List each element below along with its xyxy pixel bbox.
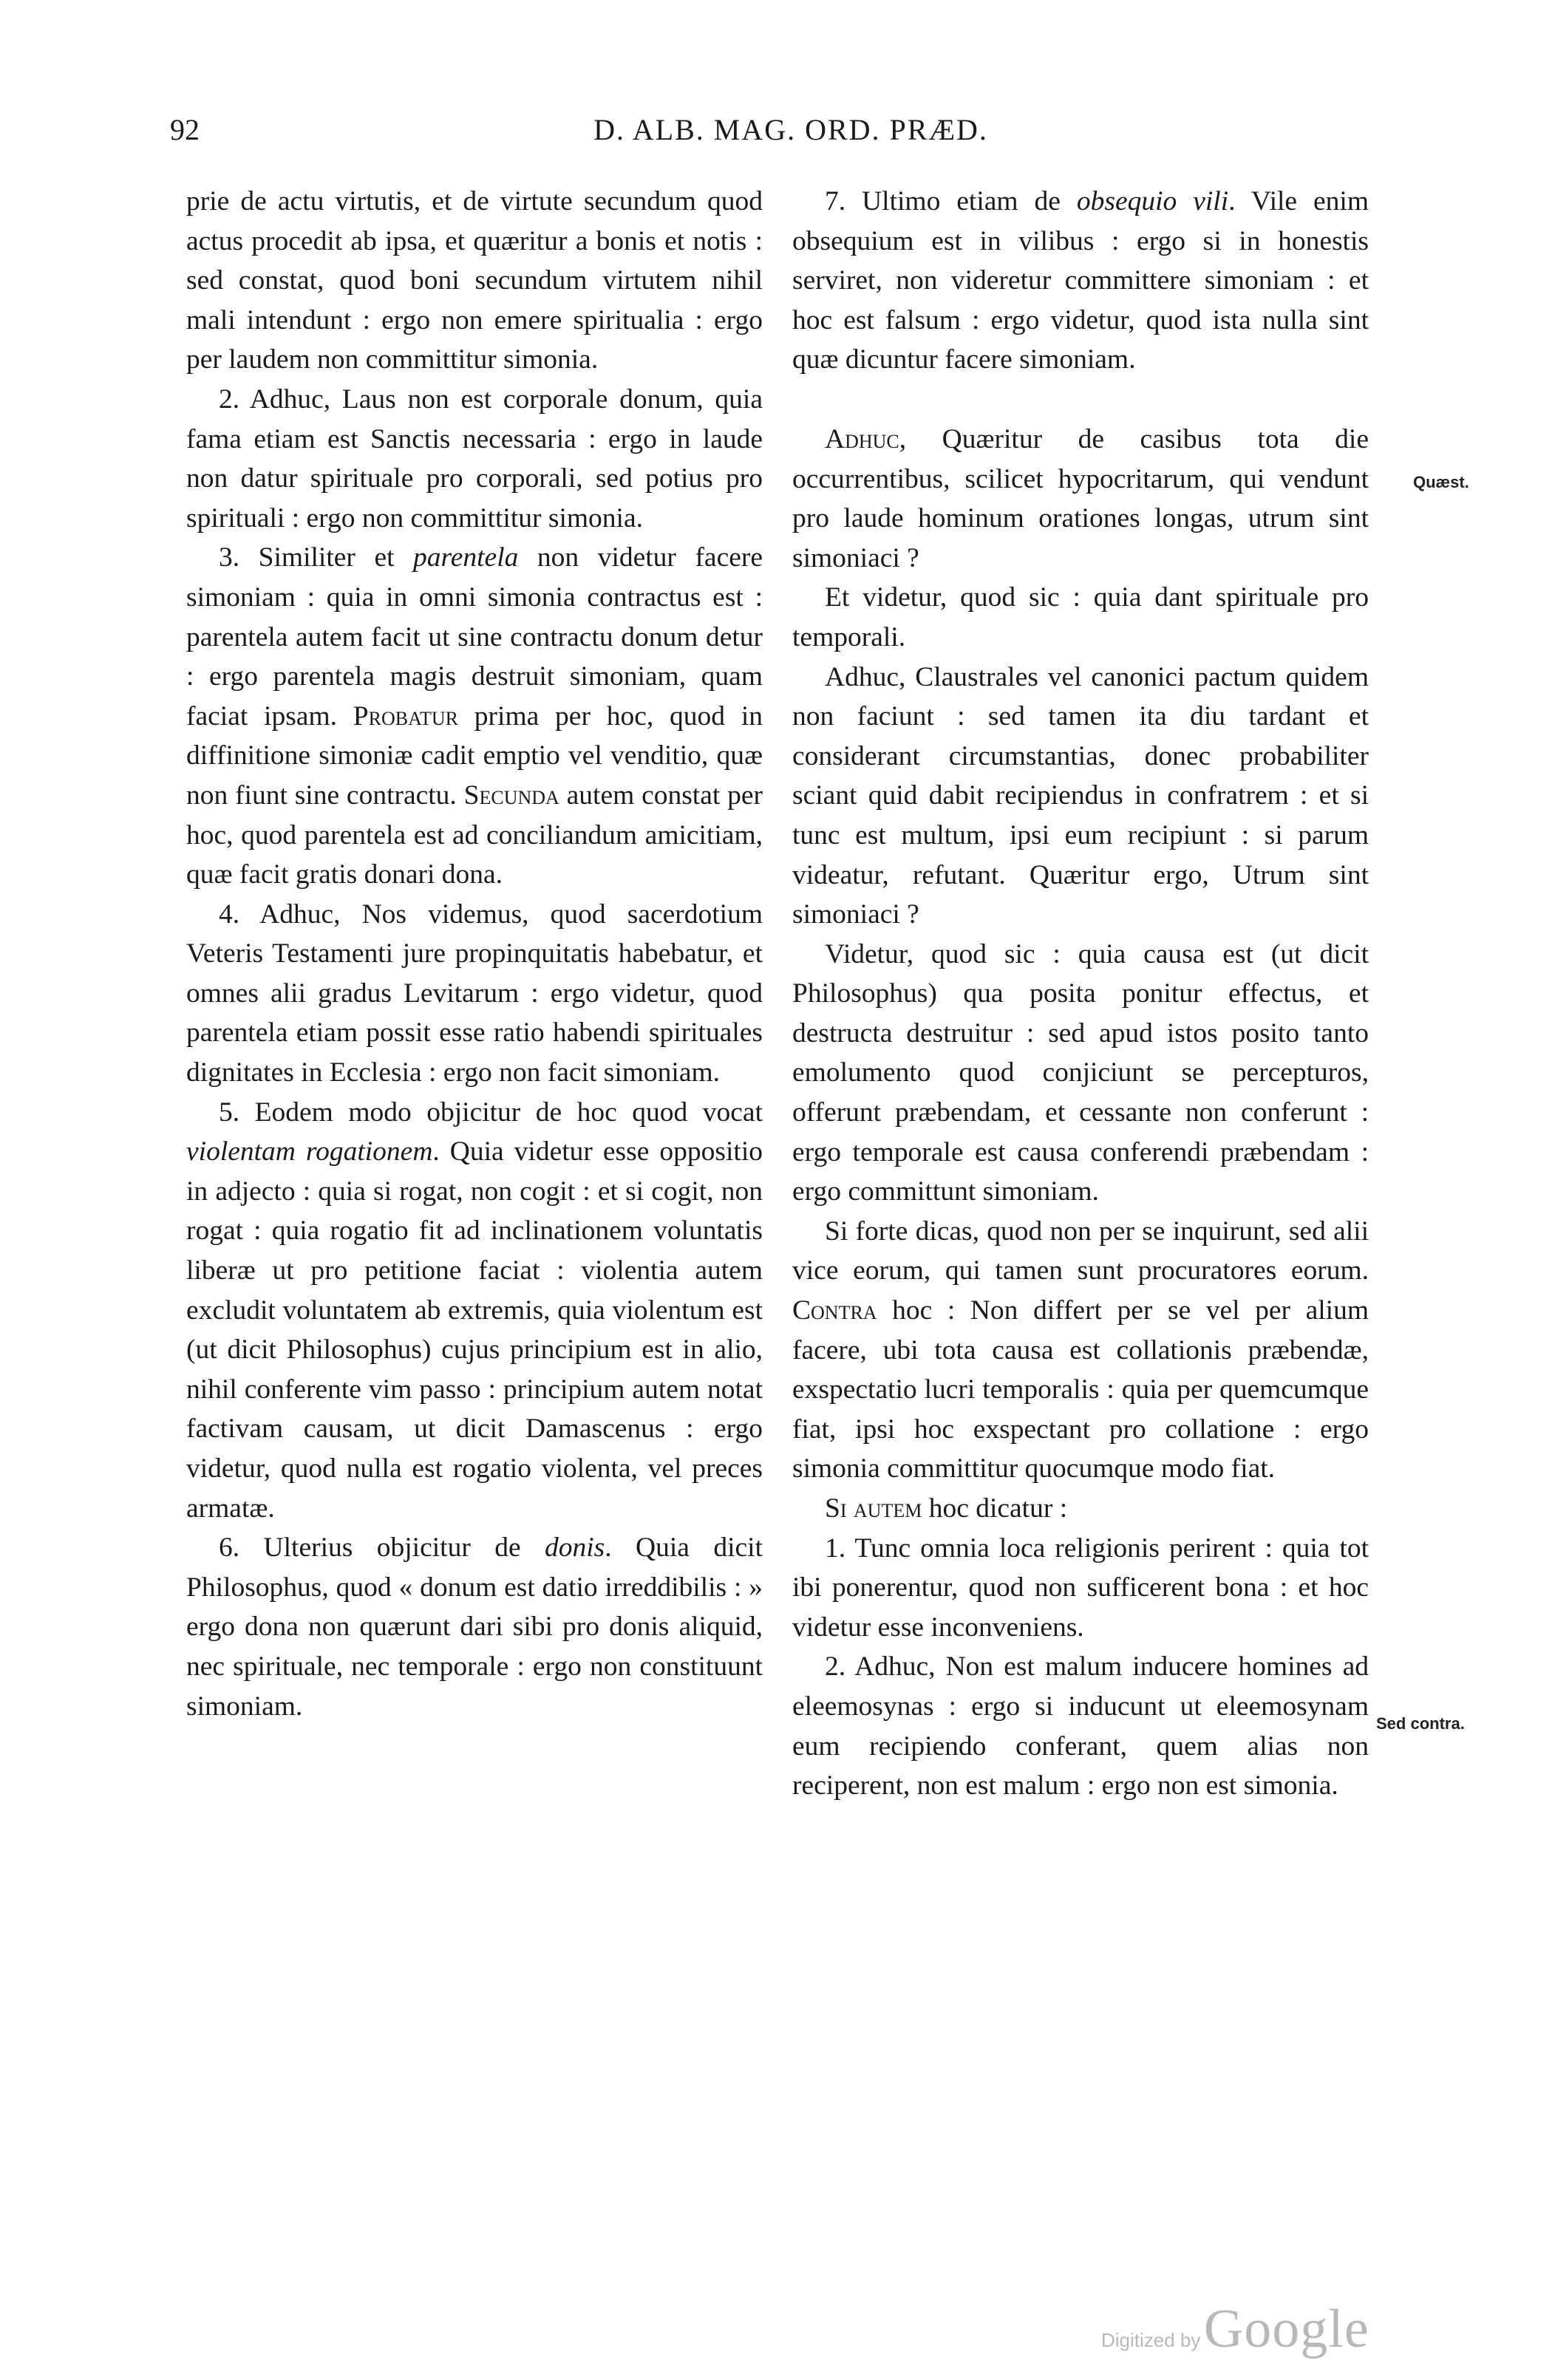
running-title: D. ALB. MAG. ORD. PRÆD. [593, 113, 988, 146]
paragraph-6: 6. Ulterius objicitur de donis. Quia dicit Philosophus, quod « donum est datio irreddibilis : » ergo dona non quærunt dari sibi pro donis aliquid, nec spirituale, nec temporale : ergo non constituunt simoniam. [186, 1532, 763, 1722]
question-paragraph: Adhuc, Quæritur de casibus tota die occurrentibus, scilicet hypocritarum, qui vendunt pro laude hominum orationes longas, utrum sint simoniaci ? [792, 423, 1369, 573]
paragraph-contra-1: 1. Tunc omnia loca religionis perirent : quia tot ibi ponerentur, quod non sufficerent bona : et hoc videtur esse inconveniens. [792, 1532, 1369, 1643]
paragraph-claustrales: Adhuc, Claustrales vel canonici pactum quidem non faciunt : sed tamen ita diu tardant et considerant circumstantias, donec probabiliter sciant quid dabit recipiendus in confratrem : et si tunc est multum, ipsi eum recipiunt : si parum videatur, refutant. Quæritur ergo, Utrum sint simoniaci ? [792, 661, 1369, 930]
right-column [792, 182, 1369, 1806]
paragraph-si-forte: Si forte dicas, quod non per se inquirunt, sed alii vice eorum, qui tamen sunt procuratores eorum. Contra hoc : Non differt per se vel per alium facere, ubi tota causa est collationis præbendæ, exspectatio lucri temporalis : quia per quemcumque fiat, ipsi hoc exspectant pro collatione : ergo simonia committitur quocumque modo fiat. [792, 1215, 1369, 1484]
paragraph-7: 7. Ultimo etiam de obsequio vili. Vile enim obsequium est in vilibus : ergo si in honestis serviret, non videretur committere simoniam : et hoc est falsum : ergo videtur, quod ista nulla sint quæ dicuntur facere simoniam. [792, 186, 1369, 375]
margin-note-sed-contra: Sed contra. [1376, 1714, 1465, 1733]
paragraph-videtur-1: Et videtur, quod sic : quia dant spirituale pro temporali. [792, 582, 1369, 652]
paragraph-2: 2. Adhuc, Laus non est corporale donum, quia fama etiam est Sanctis necessaria : ergo in laude non datur spirituale pro corporali, sed potius pro spirituali : ergo non committitur simonia. [186, 383, 763, 533]
digitized-watermark [1101, 2298, 1369, 2361]
page-number: 92 [170, 113, 200, 146]
page-header [170, 112, 1412, 157]
margin-note-quaest: Quæst. [1413, 473, 1469, 491]
paragraph-contra-2: 2. Adhuc, Non est malum inducere homines ad eleemosynas : ergo si inducunt ut eleemosynam eum recipiendo conferant, quem alias non reciperent, non est malum : ergo non est simonia. [792, 1651, 1369, 1801]
paragraph-videtur-2: Videtur, quod sic : quia causa est (ut dicit Philosophus) qua posita ponitur effectus, et destructa destruitur : sed apud istos posito tanto emolumento quod conjiciunt se percepturos, offerunt præbendam, et cessante non conferunt : ergo temporale est causa conferendi præbendam : ergo committunt simoniam. [792, 938, 1369, 1207]
paragraph-continuation: prie de actu virtutis, et de virtute secundum quod actus procedit ab ipsa, et quæritur a bonis et notis : sed constat, quod boni secundum virtutem nihil mali intendunt : ergo non emere spiritualia : ergo per laudem non committitur simonia. [186, 186, 763, 375]
left-column [186, 182, 763, 1726]
google-logo: Google [1203, 2299, 1369, 2359]
paragraph-3: 3. Similiter et parentela non videtur facere simoniam : quia in omni simonia contractus est : parentela autem facit ut sine contractu donum detur : ergo parentela magis destruit simoniam, quam faciat ipsam. Probatur prima per hoc, quod in diffinitione simoniæ cadit emptio vel venditio, quæ non fiunt sine contractu. Secunda autem constat per hoc, quod parentela est ad conciliandum amicitiam, quæ facit gratis donari dona. [186, 542, 763, 890]
paragraph-si-autem: Si autem hoc dicatur : [825, 1493, 1068, 1524]
paragraph-4: 4. Adhuc, Nos videmus, quod sacerdotium Veteris Testamenti jure propinquitatis habebatur, et omnes alii gradus Levitarum : ergo videtur, quod parentela etiam possit esse ratio habendi spirituales dignitates in Ecclesia : ergo non facit simoniam. [186, 899, 763, 1088]
watermark-digitized-by: Digitized by [1101, 2329, 1201, 2351]
paragraph-5: 5. Eodem modo objicitur de hoc quod vocat violentam rogationem. Quia videtur esse oppositio in adjecto : quia si rogat, non cogit : et si cogit, non rogat : quia rogatio fit ad inclinationem voluntatis liberæ ut pro petitione faciat : violentia autem excludit voluntatem ab extremis, quia violentum est (ut dicit Philosophus) cujus principium est in alio, nihil conferente vim passo : principium autem notat factivam causam, ut dicit Damascenus : ergo videtur, quod nulla est rogatio violenta, vel preces armatæ. [186, 1097, 763, 1524]
